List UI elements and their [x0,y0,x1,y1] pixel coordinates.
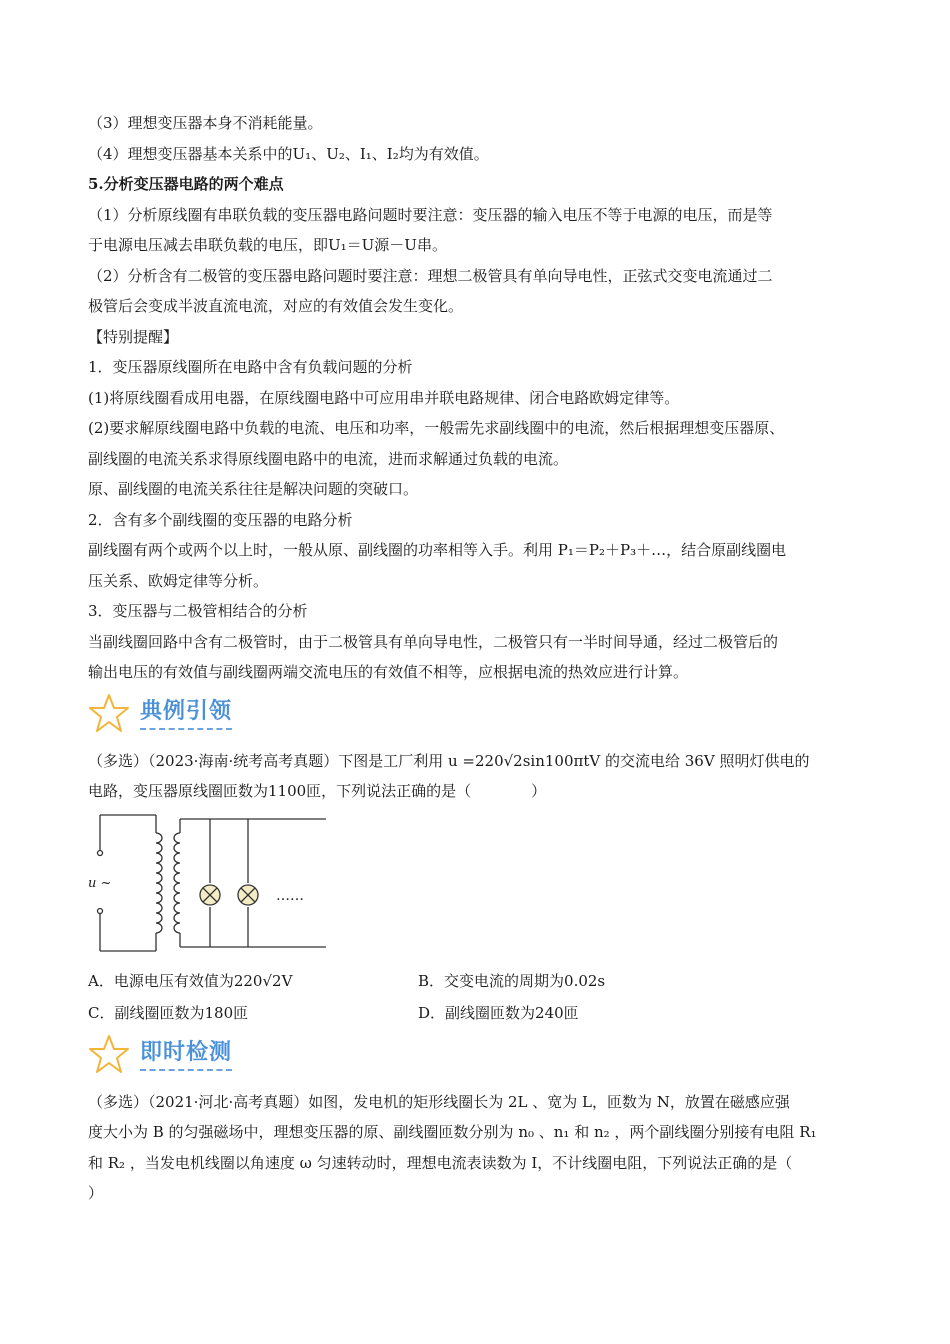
option-b[interactable]: B．交变电流的周期为0.02s [418,971,606,990]
option-d[interactable]: D．副线圈匝数为240匝 [418,1003,579,1022]
text-line: （4）理想变压器基本关系中的U₁、U₂、I₁、I₂均为有效值。 [88,144,489,163]
text-line: 副线圈有两个或两个以上时，一般从原、副线圈的功率相等入手。利用 P₁＝P₂＋P₃＋…，结合原副线圈电 [88,541,787,559]
answer-options [88,965,863,1029]
question-text: ） [88,1184,104,1202]
example-title: 典例引领 [140,698,233,724]
option-c[interactable]: C．副线圈匝数为180匝 [88,1003,249,1022]
heading-underline [140,728,232,730]
text-line: 于电源电压减去串联负载的电压，即U₁＝U源－U串。 [88,236,447,254]
text-line: 输出电压的有效值与副线圈两端交流电压的有效值不相等，应根据电流的热效应进行计算。 [88,663,689,681]
continuation-dots: …… [276,887,304,904]
document-page [88,108,863,1209]
practice-heading [88,1031,863,1079]
text-line: (1)将原线圈看成用电器，在原线圈电路中可应用串并联电路规律、闭合电路欧姆定律等。 [88,388,680,407]
question-text: （多选）（2023·海南·统考高考真题）下图是工厂利用 u =220√2sin100πtV 的交流电给 36V 照明灯供电的 [88,751,810,770]
text-line: （3）理想变压器本身不消耗能量。 [88,114,323,132]
question-text: 度大小为 B 的匀强磁场中，理想变压器的原、副线圈匝数分别为 n₀ 、n₁ 和 n₂ ，两个副线圈分别接有电阻 R₁ [88,1123,817,1141]
text-line: 极管后会变成半波直流电流，对应的有效值会发生变化。 [88,297,464,315]
text-line: 副线圈的电流关系求得原线圈电路中的电流，进而求解通过负载的电流。 [88,449,569,468]
star-icon [88,692,130,734]
circuit-svg [88,811,333,959]
question-text: 和 R₂ ，当发电机线圈以角速度 ω 匀速转动时，理想电流表读数为 I，不计线圈电阻，下列说法正确的是（ [88,1153,793,1172]
note-heading: 【特别提醒】 [88,327,179,346]
text-line: 2．含有多个副线圈的变压器的电路分析 [88,510,353,529]
lamp-icon [238,885,258,905]
text-line: (2)要求解原线圈电路中负载的电流、电压和功率，一般需先求副线圈中的电流，然后根据理想变压器原、 [88,419,785,437]
text-line: 3．变压器与二极管相结合的分析 [88,602,308,620]
question-text: 电路，变压器原线圈匝数为1100匝，下列说法正确的是（ ） [88,782,547,800]
text-line: （2）分析含有二极管的变压器电路问题时要注意：理想二极管具有单向导电性，正弦式交变电流通过二 [88,266,773,285]
text-line: （1）分析原线圈有串联负载的变压器电路问题时要注意：变压器的输入电压不等于电源的电压，而是等 [88,205,773,224]
practice-title: 即时检测 [140,1039,233,1065]
text-line: 1．变压器原线圈所在电路中含有负载问题的分析 [88,358,413,376]
text-line: 原、副线圈的电流关系往往是解决问题的突破口。 [88,480,419,498]
example-heading [88,690,863,738]
star-icon [88,1033,130,1075]
circuit-diagram [88,811,333,959]
question-text: （多选）（2021·河北·高考真题）如图，发电机的矩形线圈长为 2L 、宽为 L，匝数为 N，放置在磁感应强 [88,1092,790,1111]
section-heading: 5.分析变压器电路的两个难点 [88,175,284,193]
text-line: 当副线圈回路中含有二极管时，由于二极管具有单向导电性，二极管只有一半时间导通，经过二极管后的 [88,632,779,651]
lamp-icon [200,885,220,905]
source-label: u ~ [88,875,112,891]
text-line: 压关系、欧姆定律等分析。 [88,571,269,590]
option-a[interactable]: A．电源电压有效值为220√2V [88,971,293,990]
heading-underline [140,1069,232,1071]
